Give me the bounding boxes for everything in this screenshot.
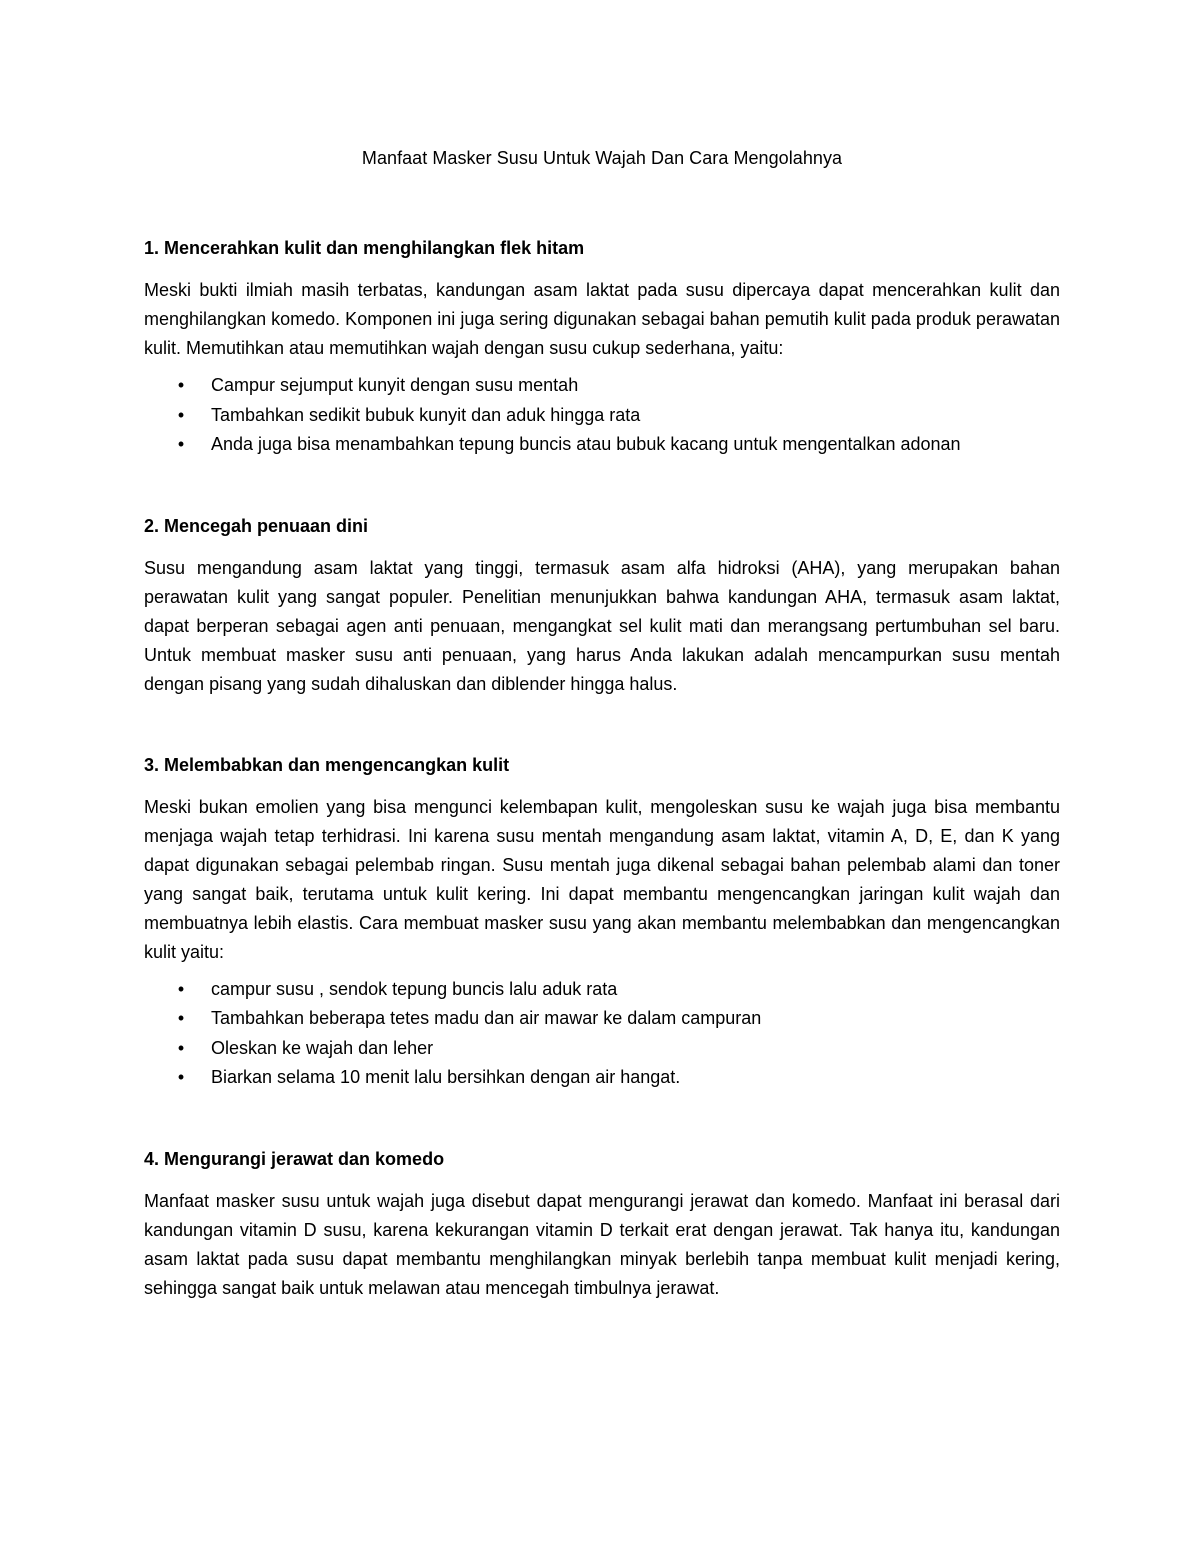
section-heading: 1. Mencerahkan kulit dan menghilangkan flek hitam <box>144 238 585 258</box>
list-item <box>144 975 1060 1005</box>
list-item <box>144 1004 1060 1034</box>
list-item-text: campur susu , sendok tepung buncis lalu aduk rata <box>211 978 618 999</box>
list-item-text: Biarkan selama 10 menit lalu bersihkan dengan air hangat. <box>211 1067 681 1087</box>
document-title: Manfaat Masker Susu Untuk Wajah Dan Cara Mengolahnya <box>361 148 843 168</box>
bullet-icon: • <box>177 434 185 454</box>
bullet-list <box>144 371 1060 460</box>
list-item <box>144 371 1060 401</box>
bullet-list <box>144 975 1060 1093</box>
bullet-icon: • <box>177 1067 185 1087</box>
list-item <box>144 401 1060 431</box>
list-item <box>144 430 1060 460</box>
list-item-text: Oleskan ke wajah dan leher <box>211 1037 434 1058</box>
section-paragraph: Manfaat masker susu untuk wajah juga disebut dapat mengurangi jerawat dan komedo. Manfaat ini berasal dari kandungan vitamin D susu, karena kekurangan vitamin D terkait erat dengan jerawat. Tak hanya itu, kandungan asam laktat pada susu dapat membantu menghilangkan minyak berlebih tanpa membuat kulit menjadi kering, sehingga sangat baik untuk melawan atau mencegah timbulnya jerawat. <box>144 1190 1060 1298</box>
section-heading: 3. Melembabkan dan mengencangkan kulit <box>144 754 510 775</box>
bullet-icon: • <box>177 978 185 999</box>
list-item <box>144 1034 1060 1064</box>
section-brightening <box>144 234 1060 460</box>
list-item-text: Tambahkan beberapa tetes madu dan air mawar ke dalam campuran <box>211 1008 762 1028</box>
list-item-text: Campur sejumput kunyit dengan susu mentah <box>211 375 579 395</box>
list-item-text: Anda juga bisa menambahkan tepung buncis atau bubuk kacang untuk mengentalkan adonan <box>211 434 961 454</box>
section-heading: 4. Mengurangi jerawat dan komedo <box>144 1148 445 1169</box>
bullet-icon: • <box>177 1008 185 1028</box>
section-anti-aging <box>144 512 1060 699</box>
document-body <box>144 144 1060 1303</box>
section-moisturizing <box>144 751 1060 1093</box>
list-item <box>144 1063 1060 1093</box>
bullet-icon: • <box>177 375 185 395</box>
bullet-icon: • <box>177 404 185 425</box>
section-paragraph: Susu mengandung asam laktat yang tinggi, termasuk asam alfa hidroksi (AHA), yang merupakan bahan perawatan kulit yang sangat populer. Penelitian menunjukkan bahwa kandungan AHA, termasuk asam laktat, dapat berperan sebagai agen anti penuaan, mengangkat sel kulit mati dan merangsang pertumbuhan sel baru. Untuk membuat masker susu anti penuaan, yang harus Anda lakukan adalah mencampurkan susu mentah dengan pisang yang sudah dihaluskan dan diblender hingga halus. <box>144 557 1060 694</box>
section-heading: 2. Mencegah penuaan dini <box>144 515 369 536</box>
bullet-icon: • <box>177 1037 185 1058</box>
list-item-text: Tambahkan sedikit bubuk kunyit dan aduk hingga rata <box>211 404 641 425</box>
section-paragraph: Meski bukan emolien yang bisa mengunci kelembapan kulit, mengoleskan susu ke wajah juga bisa membantu menjaga wajah tetap terhidrasi. Ini karena susu mentah mengandung asam laktat, vitamin A, D, E, dan K yang dapat digunakan sebagai pelembab ringan. Susu mentah juga dikenal sebagai bahan pelembab alami dan toner yang sangat baik, terutama untuk kulit kering. Ini dapat membantu mengencangkan jaringan kulit wajah dan membuatnya lebih elastis. Cara membuat masker susu yang akan membantu melembabkan dan mengencangkan kulit yaitu: <box>144 796 1060 962</box>
section-paragraph: Meski bukti ilmiah masih terbatas, kandungan asam laktat pada susu dipercaya dapat mencerahkan kulit dan menghilangkan komedo. Komponen ini juga sering digunakan sebagai bahan pemutih kulit pada produk perawatan kulit. Memutihkan atau memutihkan wajah dengan susu cukup sederhana, yaitu: <box>144 280 1060 358</box>
section-acne <box>144 1145 1060 1303</box>
